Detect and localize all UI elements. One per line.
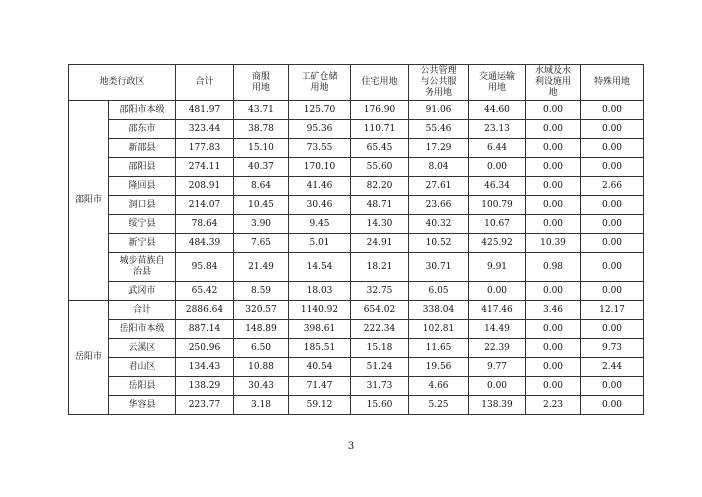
value-cell: 2.44 xyxy=(581,358,644,377)
value-cell: 398.61 xyxy=(289,320,351,339)
value-cell: 1140.92 xyxy=(289,301,351,320)
value-cell: 14.30 xyxy=(351,215,409,234)
value-cell: 134.43 xyxy=(176,358,234,377)
value-cell: 40.54 xyxy=(289,358,351,377)
column-header: 合计 xyxy=(176,65,234,101)
value-cell: 125.70 xyxy=(289,101,351,120)
district-cell: 城步苗族自 治县 xyxy=(109,253,176,282)
value-cell: 73.55 xyxy=(289,139,351,158)
value-cell: 5.25 xyxy=(409,396,469,415)
value-cell: 274.11 xyxy=(176,158,234,177)
value-cell: 65.42 xyxy=(176,282,234,301)
district-cell: 武冈市 xyxy=(109,282,176,301)
value-cell: 18.03 xyxy=(289,282,351,301)
value-cell: 0.00 xyxy=(526,282,581,301)
value-cell: 23.66 xyxy=(409,196,469,215)
value-cell: 24.91 xyxy=(351,234,409,253)
table-row xyxy=(69,320,644,339)
table-row xyxy=(69,282,644,301)
value-cell: 9.45 xyxy=(289,215,351,234)
value-cell: 0.00 xyxy=(526,139,581,158)
value-cell: 320.57 xyxy=(234,301,289,320)
column-header: 商服 用地 xyxy=(234,65,289,101)
value-cell: 0.00 xyxy=(526,120,581,139)
value-cell: 78.64 xyxy=(176,215,234,234)
table-row xyxy=(69,215,644,234)
value-cell: 0.00 xyxy=(581,101,644,120)
value-cell: 0.98 xyxy=(526,253,581,282)
header-region-district: 地类行政区 xyxy=(69,65,176,101)
value-cell: 3.18 xyxy=(234,396,289,415)
table-row xyxy=(69,377,644,396)
value-cell: 10.88 xyxy=(234,358,289,377)
value-cell: 0.00 xyxy=(526,377,581,396)
table-row xyxy=(69,101,644,120)
column-header: 工矿仓储 用地 xyxy=(289,65,351,101)
value-cell: 91.06 xyxy=(409,101,469,120)
value-cell: 12.17 xyxy=(581,301,644,320)
value-cell: 2.23 xyxy=(526,396,581,415)
value-cell: 23.13 xyxy=(469,120,526,139)
value-cell: 0.00 xyxy=(581,396,644,415)
value-cell: 9.91 xyxy=(469,253,526,282)
table-row xyxy=(69,253,644,282)
value-cell: 0.00 xyxy=(581,282,644,301)
district-cell: 岳阳市本级 xyxy=(109,320,176,339)
value-cell: 11.65 xyxy=(409,339,469,358)
table-row xyxy=(69,177,644,196)
value-cell: 22.39 xyxy=(469,339,526,358)
value-cell: 51.24 xyxy=(351,358,409,377)
value-cell: 170.10 xyxy=(289,158,351,177)
value-cell: 0.00 xyxy=(469,377,526,396)
table-row xyxy=(69,139,644,158)
value-cell: 2886.64 xyxy=(176,301,234,320)
value-cell: 223.77 xyxy=(176,396,234,415)
value-cell: 0.00 xyxy=(526,339,581,358)
value-cell: 38.78 xyxy=(234,120,289,139)
value-cell: 0.00 xyxy=(581,120,644,139)
value-cell: 0.00 xyxy=(581,320,644,339)
value-cell: 0.00 xyxy=(526,320,581,339)
value-cell: 0.00 xyxy=(526,158,581,177)
value-cell: 30.71 xyxy=(409,253,469,282)
header-row xyxy=(69,65,644,101)
value-cell: 55.46 xyxy=(409,120,469,139)
value-cell: 0.00 xyxy=(581,377,644,396)
district-cell: 合计 xyxy=(109,301,176,320)
value-cell: 214.07 xyxy=(176,196,234,215)
district-cell: 邵阳市本级 xyxy=(109,101,176,120)
district-cell: 邵阳县 xyxy=(109,158,176,177)
column-header: 水域及水 利设施用 地 xyxy=(526,65,581,101)
value-cell: 14.49 xyxy=(469,320,526,339)
value-cell: 10.67 xyxy=(469,215,526,234)
value-cell: 14.54 xyxy=(289,253,351,282)
table-row xyxy=(69,339,644,358)
value-cell: 0.00 xyxy=(581,196,644,215)
value-cell: 44.60 xyxy=(469,101,526,120)
value-cell: 9.77 xyxy=(469,358,526,377)
value-cell: 185.51 xyxy=(289,339,351,358)
value-cell: 59.12 xyxy=(289,396,351,415)
district-cell: 隆回县 xyxy=(109,177,176,196)
value-cell: 484.39 xyxy=(176,234,234,253)
value-cell: 9.73 xyxy=(581,339,644,358)
district-cell: 新邵县 xyxy=(109,139,176,158)
district-cell: 新宁县 xyxy=(109,234,176,253)
table-body xyxy=(69,101,644,415)
value-cell: 0.00 xyxy=(526,196,581,215)
value-cell: 0.00 xyxy=(469,158,526,177)
region-cell: 岳阳市 xyxy=(69,301,109,415)
table-row xyxy=(69,158,644,177)
value-cell: 338.04 xyxy=(409,301,469,320)
value-cell: 10.39 xyxy=(526,234,581,253)
value-cell: 0.00 xyxy=(526,358,581,377)
value-cell: 6.44 xyxy=(469,139,526,158)
value-cell: 17.29 xyxy=(409,139,469,158)
land-use-table xyxy=(68,64,644,415)
value-cell: 82.20 xyxy=(351,177,409,196)
value-cell: 481.97 xyxy=(176,101,234,120)
value-cell: 43.71 xyxy=(234,101,289,120)
value-cell: 6.05 xyxy=(409,282,469,301)
value-cell: 30.43 xyxy=(234,377,289,396)
table-row xyxy=(69,358,644,377)
value-cell: 8.04 xyxy=(409,158,469,177)
table-row xyxy=(69,301,644,320)
value-cell: 4.66 xyxy=(409,377,469,396)
value-cell: 208.91 xyxy=(176,177,234,196)
column-header: 交通运输 用地 xyxy=(469,65,526,101)
value-cell: 46.34 xyxy=(469,177,526,196)
table-row xyxy=(69,196,644,215)
value-cell: 0.00 xyxy=(581,215,644,234)
value-cell: 0.00 xyxy=(526,177,581,196)
value-cell: 3.90 xyxy=(234,215,289,234)
district-cell: 岳阳县 xyxy=(109,377,176,396)
value-cell: 138.29 xyxy=(176,377,234,396)
district-cell: 洞口县 xyxy=(109,196,176,215)
value-cell: 102.81 xyxy=(409,320,469,339)
value-cell: 15.10 xyxy=(234,139,289,158)
district-cell: 绥宁县 xyxy=(109,215,176,234)
value-cell: 0.00 xyxy=(581,234,644,253)
value-cell: 138.39 xyxy=(469,396,526,415)
value-cell: 148.89 xyxy=(234,320,289,339)
value-cell: 95.36 xyxy=(289,120,351,139)
value-cell: 177.83 xyxy=(176,139,234,158)
page-number: 3 xyxy=(347,441,355,452)
table-row xyxy=(69,120,644,139)
value-cell: 18.21 xyxy=(351,253,409,282)
value-cell: 8.59 xyxy=(234,282,289,301)
value-cell: 40.37 xyxy=(234,158,289,177)
value-cell: 6.50 xyxy=(234,339,289,358)
value-cell: 0.00 xyxy=(469,282,526,301)
value-cell: 323.44 xyxy=(176,120,234,139)
value-cell: 55.60 xyxy=(351,158,409,177)
region-cell: 邵阳市 xyxy=(69,101,109,301)
value-cell: 5.01 xyxy=(289,234,351,253)
value-cell: 10.45 xyxy=(234,196,289,215)
value-cell: 3.46 xyxy=(526,301,581,320)
value-cell: 31.73 xyxy=(351,377,409,396)
value-cell: 41.46 xyxy=(289,177,351,196)
value-cell: 250.96 xyxy=(176,339,234,358)
value-cell: 19.56 xyxy=(409,358,469,377)
table-row xyxy=(69,396,644,415)
value-cell: 15.18 xyxy=(351,339,409,358)
value-cell: 417.46 xyxy=(469,301,526,320)
value-cell: 887.14 xyxy=(176,320,234,339)
value-cell: 32.75 xyxy=(351,282,409,301)
column-header: 特殊用地 xyxy=(581,65,644,101)
value-cell: 95.84 xyxy=(176,253,234,282)
value-cell: 0.00 xyxy=(526,215,581,234)
value-cell: 110.71 xyxy=(351,120,409,139)
value-cell: 176.90 xyxy=(351,101,409,120)
district-cell: 邵东市 xyxy=(109,120,176,139)
district-cell: 云溪区 xyxy=(109,339,176,358)
district-cell: 华容县 xyxy=(109,396,176,415)
value-cell: 40.32 xyxy=(409,215,469,234)
value-cell: 30.46 xyxy=(289,196,351,215)
value-cell: 65.45 xyxy=(351,139,409,158)
value-cell: 15.60 xyxy=(351,396,409,415)
value-cell: 8.64 xyxy=(234,177,289,196)
value-cell: 0.00 xyxy=(526,101,581,120)
value-cell: 48.71 xyxy=(351,196,409,215)
value-cell: 654.02 xyxy=(351,301,409,320)
value-cell: 425.92 xyxy=(469,234,526,253)
column-header: 住宅用地 xyxy=(351,65,409,101)
value-cell: 0.00 xyxy=(581,253,644,282)
value-cell: 100.79 xyxy=(469,196,526,215)
value-cell: 222.34 xyxy=(351,320,409,339)
value-cell: 7.65 xyxy=(234,234,289,253)
table-row xyxy=(69,234,644,253)
district-cell: 君山区 xyxy=(109,358,176,377)
value-cell: 27.61 xyxy=(409,177,469,196)
value-cell: 21.49 xyxy=(234,253,289,282)
value-cell: 10.52 xyxy=(409,234,469,253)
value-cell: 0.00 xyxy=(581,139,644,158)
value-cell: 2.66 xyxy=(581,177,644,196)
value-cell: 0.00 xyxy=(581,158,644,177)
value-cell: 71.47 xyxy=(289,377,351,396)
column-header: 公共管理 与公共服 务用地 xyxy=(409,65,469,101)
